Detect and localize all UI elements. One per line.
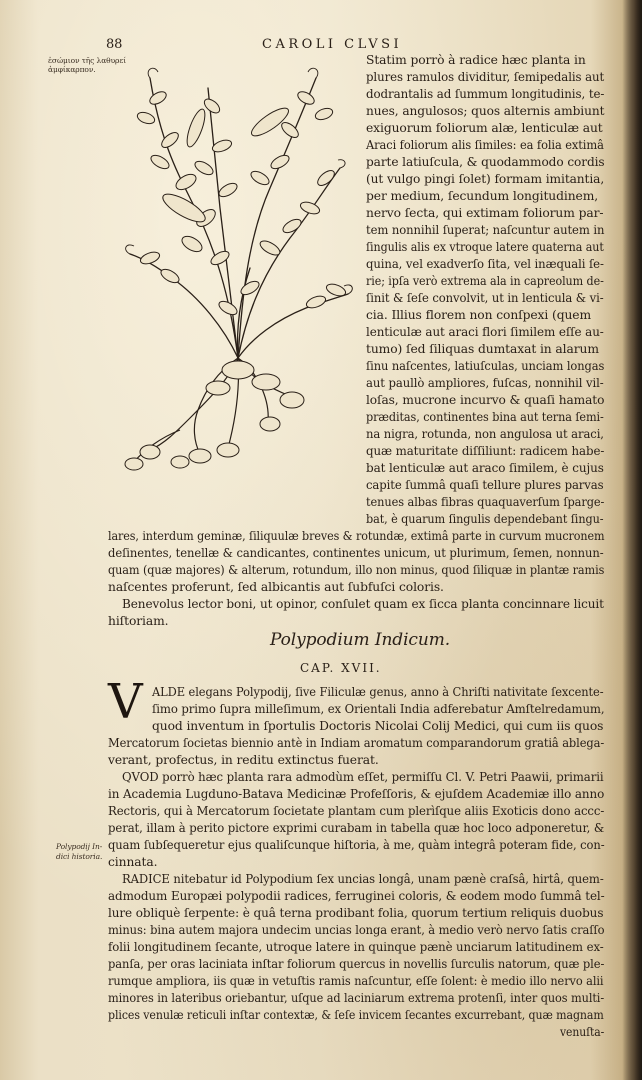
- text-line: lenticulæ aut araci flori ſimilem eſſe au-: [366, 325, 604, 339]
- text-line: tem nonnihil ſuperat; naſcuntur autem in: [366, 223, 605, 237]
- page-number: 88: [106, 37, 123, 52]
- text-line: tumo) ſed ſiliquas dumtaxat in alarum: [366, 342, 599, 356]
- text-line: RADICE nitebatur id Polypodium ſex uncias longâ, unam pænè craſsâ, hirtâ, quem-: [122, 872, 604, 886]
- chapter-number: CAP. XVII.: [300, 661, 382, 675]
- text-line: rumque ampliora, iis quæ in vetuſtis ramis naſcuntur, eſſe ſolent: è medio illo nervo alii: [108, 974, 604, 988]
- text-line: panſa, per oras laciniata inſtar foliorum quercus in novellis ſurculis natorum, quæ ple-: [108, 957, 605, 971]
- text-line: exiguorum foliorum alæ, lenticulæ aut: [366, 121, 603, 135]
- text-line: Mercatorum ſocietas biennio antè in Indiam aromatum comparandorum gratiâ ablega-: [108, 736, 605, 750]
- text-line: aut paullò ampliores, fuſcas, nonnihil vil-: [366, 376, 604, 390]
- text-line: cia. Illius florem non conſpexi (quem: [366, 308, 592, 322]
- text-line: nues, angulosos; quos alternis ambiunt: [366, 104, 605, 118]
- text-line: præditas, continentes bina aut terna ſemi-: [366, 410, 604, 424]
- text-line: Araci foliorum alis ſimiles: ea folia extimâ: [366, 138, 604, 152]
- text-line: Benevolus lector boni, ut opinor, conſulet quam ex ſicca planta concinnare licuit: [122, 597, 604, 611]
- text-line: capite ſummâ quaſi tellure plures parvas: [366, 478, 604, 492]
- text-line: bat, è quarum ſingulis dependebant ſingu-: [366, 512, 604, 526]
- margin-note: [56, 842, 102, 862]
- margin-note-line: Polypodij In-: [56, 842, 103, 851]
- text-line: ALDE elegans Polypodij, ſive Filiculæ genus, anno à Chriſti nativitate ſexcente-: [152, 685, 604, 699]
- text-line: ſingulis alis ex vtroque latere quaterna aut: [366, 240, 604, 254]
- text-line: plures ramulos dividitur, ſemipedalis aut: [366, 70, 605, 84]
- text-line: quam ſubſequeretur ejus qualiſcunque hiſtoria, à me, quàm integrâ poteram fide, con-: [108, 838, 605, 852]
- drop-cap: V: [108, 674, 143, 730]
- text-line: quam (quæ majores) & alterum, rotundum, illo non minus, quod ſiliquæ in plantæ ramis: [108, 563, 605, 577]
- greek-note-line: ἐσώμιον τῆς λαθυρεί: [48, 56, 126, 65]
- text-line: folii longitudinem ſecante, utroque latere in quinque pænè unciarum latitudinem ex-: [108, 940, 604, 954]
- plant-woodcut-illustration: [120, 58, 360, 478]
- text-line: deſinentes, tenellæ & candicantes, continentes unicum, ut plurimum, ſemen, nonnun-: [108, 546, 604, 560]
- text-line: quod inventum in ſportulis Doctoris Nicolai Colij Medici, qui cum iis quos: [152, 719, 604, 733]
- text-line: admodum Europæi polypodii radices, ferruginei coloris, & eodem modo ſummâ tel-: [108, 889, 605, 903]
- text-line: bat lenticulæ aut araco ſimilem, è cujus: [366, 461, 604, 475]
- margin-note-greek: [48, 56, 126, 74]
- text-line: dodrantalis ad ſummum longitudinis, te-: [366, 87, 605, 101]
- text-line: ſimo primo ſupra milleſimum, ex Orientali India adferebatur Amſtelredamum,: [152, 702, 605, 716]
- text-line: ſinit & ſeſe convolvit, ut in lenticula & vi-: [366, 291, 604, 305]
- text-line: QVOD porrò hæc planta rara admodùm eſſet, permiſſu Cl. V. Petri Paawii, primarii: [122, 770, 604, 784]
- text-line: cinnata.: [108, 855, 158, 869]
- text-line: minus: bina autem majora undecim uncias longa erant, à medio verò nervo ſatis craſſo: [108, 923, 605, 937]
- text-line: nervo ſecta, qui extimam foliorum par-: [366, 206, 604, 220]
- book-spine-edge: [622, 0, 642, 1080]
- catchword: venuſta-: [560, 1025, 605, 1039]
- text-line: lure obliquè ſerpente: è quâ terna prodibant folia, quorum tertium reliquis duobus: [108, 906, 604, 920]
- text-line: lares, interdum geminæ, ſiliquulæ breves & rotundæ, extimâ parte in curvum mucronem: [108, 529, 605, 543]
- margin-note-line: dici historia.: [56, 852, 103, 861]
- text-line: quæ maturitate diſſiliunt: radicem habe-: [366, 444, 605, 458]
- text-line: minores in lateribus oriebantur, uſque ad laciniarum extrema protenſi, inter quos multi-: [108, 991, 605, 1005]
- running-head: CAROLI CLVSI: [262, 37, 403, 52]
- text-line: per medium, ſecundum longitudinem,: [366, 189, 599, 203]
- text-line: quina, vel exadverſo ſita, vel inæquali ſe-: [366, 257, 604, 271]
- text-line: naſcentes proferunt, ſed albicantis aut ſubfuſci coloris.: [108, 580, 444, 594]
- text-line: loſas, mucrone incurvo & quaſi hamato: [366, 393, 605, 407]
- text-line: tenues albas fibras quaquaverſum ſparge-: [366, 495, 605, 509]
- text-line: Statim porrò à radice hæc planta in: [366, 53, 586, 67]
- text-line: in Academia Lugduno-Batava Medicinæ Profeſſoris, & ejuſdem Academiæ illo anno: [108, 787, 605, 801]
- text-line: parte latiuſcula, & quodammodo cordis: [366, 155, 605, 169]
- text-line: Rectoris, qui à Mercatorum ſocietate plantam cum plerìſque aliis Exoticis dono accc-: [108, 804, 605, 818]
- text-line: rie; ipſa verò extrema ala in capreolum de-: [366, 274, 604, 288]
- text-line: plices venulæ reticuli inſtar contextæ, & ſeſe invicem ſecantes excurrebant, quæ magnam: [108, 1008, 604, 1022]
- text-line: ſinu naſcentes, latiuſculas, unciam longas: [366, 359, 605, 373]
- text-line: hiſtoriam.: [108, 614, 169, 628]
- text-line: perat, illam à perito pictore exprimi curabam in tabella quæ hoc loco adponeretur, &: [108, 821, 605, 835]
- greek-note-line: ἀμφίκαρπον.: [48, 65, 96, 74]
- text-line: verant, profectus, in reditu extinctus fuerat.: [108, 753, 379, 767]
- text-line: na nigra, rotunda, non angulosa ut araci,: [366, 427, 604, 441]
- text-line: (ut vulgo pingi ſolet) formam imitantia,: [366, 172, 605, 186]
- chapter-title: Polypodium Indicum.: [270, 630, 451, 650]
